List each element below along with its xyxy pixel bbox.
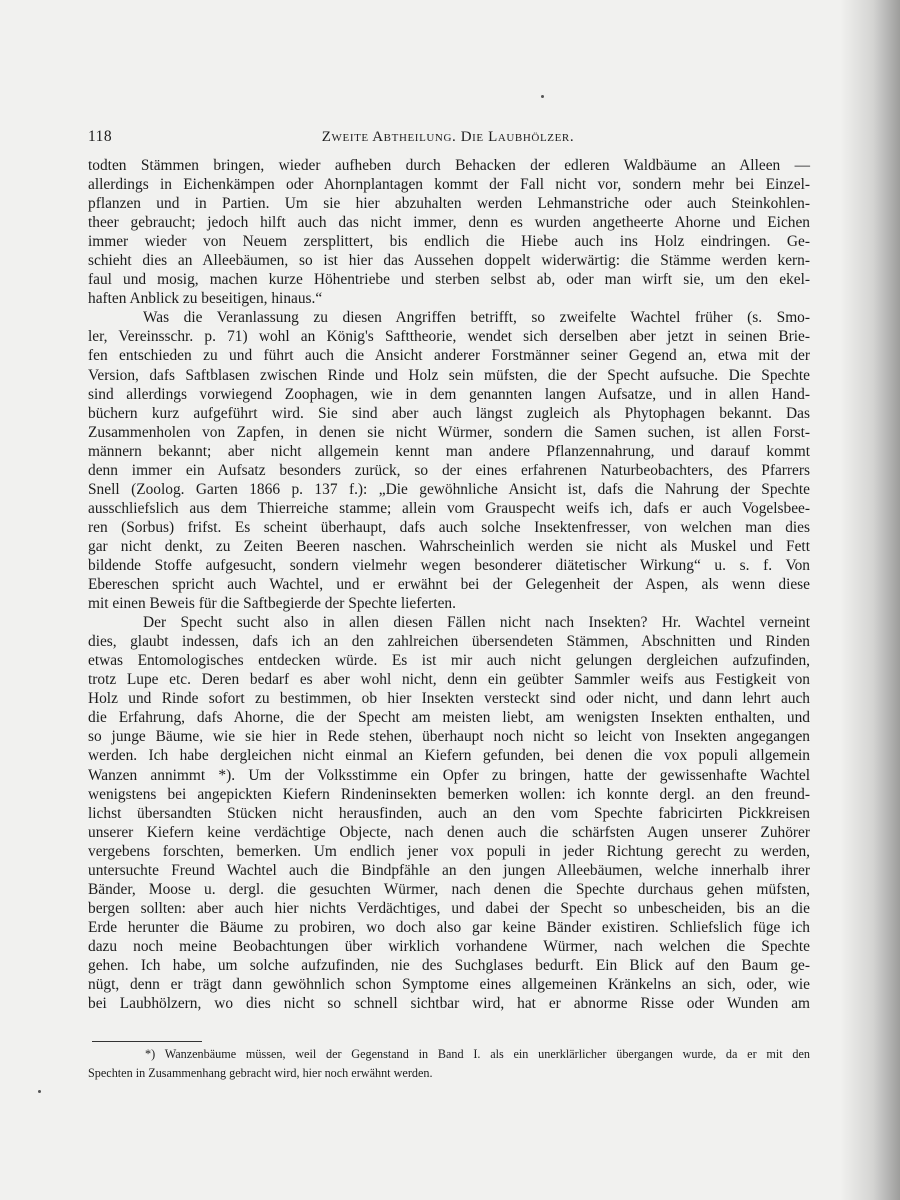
text-line: so junge Bäume, wie sie hier in Rede stehen, überhaupt noch nicht so leicht von Insekten angegangen [88,728,810,746]
scan-speck [541,95,544,98]
text-line: untersuchte Freund Wachtel auch die Bindpfähle an den jungen Alleebäumen, welche innerhalb ihrer [88,861,810,879]
text-line: dazu noch meine Beobachtungen über wirklich vorhandene Würmer, nach welchen die Spechte [88,937,810,955]
footnote [88,1045,810,1083]
text-line [88,1013,810,1032]
text-line: trotz Lupe etc. Deren bedarf es aber wohl nicht, denn ein geübter Sammler weifs aus Festigkeit von [88,671,810,689]
text-line: immer wieder von Neuem zersplittert, bis endlich die Hiebe auch ins Holz eindringen. Ge- [88,233,810,251]
text-line: fen entschieden zu und führt auch die Ansicht anderer Forstmänner seiner Gegend an, etwa mit der [88,347,810,365]
text-line: faul und mosig, machen kurze Höhentriebe und sterben selbst ab, oder man wirft sie, um den ekel- [88,271,810,289]
text-line: bergen sollten: aber auch hier nichts Verdächtiges, und dabei der Specht so unbescheiden, bis an die [88,899,810,917]
text-line: wenigstens bei angepickten Kiefern Rindeninsekten bemerken wollen: ich konnte dergl. an den freund- [88,785,810,803]
text-line: männern bekannt; aber nicht allgemein kennt man andere Pflanzennahrung, und darauf kommt [88,442,810,460]
text-line: Der Specht sucht also in allen diesen Fällen nicht nach Insekten? Hr. Wachtel verneint [143,614,810,632]
text-line: Version, dafs Saftblasen zwischen Rinde und Holz sein müfsten, die der Specht aufsuche. Die Spechte [88,366,810,384]
text-line: pflanzen und in Partien. Um sie hier abzuhalten werden Lehmanstriche oder auch Steinkohlen- [88,195,810,213]
text-line: etwas Entomologisches entdecken würde. Es ist mir auch nicht gelungen dergleichen aufzufinden, [88,652,810,670]
text-line: ausschliefslich aus dem Thierreiche stamme; allein vom Grauspecht weifs ich, dafs er auch Vogelsbee- [88,499,810,517]
text-line: todten Stämmen bringen, wieder aufheben durch Behacken der edleren Waldbäume an Alleen — [88,157,810,174]
text-line: denn immer ein Aufsatz besonders zurück, so der eines erfahrenen Naturbeobachters, des Pfarrers [88,461,810,479]
text-line: Snell (Zoolog. Garten 1866 p. 137 f.): „Die gewöhnliche Ansicht ist, dafs die Nahrung der Spechte [88,480,810,498]
text-line: Zusammenholen von Zapfen, in denen sie nicht Würmer, sondern die Samen suchen, ist allen Forst- [88,423,810,441]
body-text [88,156,810,1032]
text-line: ler, Vereinsschr. p. 71) wohl an König's Safttheorie, wendet sich derselben aber jetzt in seinen Brie- [88,328,810,346]
text-line: unserer Kiefern keine verdächtige Objecte, nach denen auch die schärfsten Augen unserer Zuhörer [88,823,810,841]
text-line: bildende Stoffe aufgesucht, sondern vielmehr wegen besonderer diätetischer Wirkung“ u. s. f. Von [88,556,810,574]
text-line: vergebens forschten, bemerken. Um endlich jener vox populi in jeder Richtung gerecht zu werden, [88,842,810,860]
text-line: theer gebraucht; jedoch hilft auch das nicht immer, denn es wurden angetheerte Ahorne und Eichen [88,214,810,232]
footnote-line: *) Wanzenbäume müssen, weil der Gegenstand in Band I. als ein unerklärlicher übergangen wurde, da er mit den [145,1047,810,1061]
text-line: büchern kurz aufgeführt wird. Sie sind aber auch längst zugleich als Phytophagen bekannt. Das [88,404,810,422]
text-line: lichst übersandten Stücken nicht herausfinden, auch an den vom Spechte fabricirten Pickkreisen [88,804,810,822]
text-line: Erde herunter die Bäume zu probiren, wo doch also gar keine Bänder existiren. Schliefslich füge ich [88,918,810,936]
text-line: gehen. Ich habe, um solche aufzufinden, nie des Suchglases bedurft. Ein Blick auf den Baum ge- [88,956,810,974]
page-header [88,128,808,150]
text-line: bei Laubhölzern, wo dies nicht so schnell sichtbar wird, hat er abnorme Risse oder Wunden am [88,995,810,1013]
text-line: ren (Sorbus) frifst. Es scheint überhaupt, dafs auch solche Insektenfresser, von welchen man dies [88,518,810,536]
text-line: sind allerdings vorwiegend Zoophagen, wie in dem genannten langen Aufsatze, und in allen Hand- [88,385,810,403]
footnote-rule [92,1041,202,1042]
text-line: die Erfahrung, dafs Ahorne, die der Specht am meisten liebt, am wenigsten Insekten enthalten, und [88,709,810,727]
text-line: schieht dies an Alleebäumen, so ist hier das Aussehen doppelt widerwärtig: die Stämme werden kern- [88,252,810,270]
text-line: werden. Ich habe dergleichen nicht einmal an Kiefern gefunden, bei denen die vox populi allgemein [88,747,810,765]
text-line: allerdings in Eichenkämpen oder Ahornplantagen kommt der Fall nicht vor, sondern mehr bei Einzel- [88,176,810,194]
text-line: nügt, denn er trägt dann gewöhnlich schon Symptome eines allgemeinen Kränkelns an sich, oder, wie [88,976,810,994]
page-edge-shadow [840,0,900,1200]
footnote-line: Spechten in Zusammenhang gebracht wird, hier noch erwähnt werden. [88,1066,433,1080]
page-number: 118 [88,128,113,145]
text-line: Ebereschen spricht auch Wachtel, und er erwähnt bei der Gelegenheit der Aspen, als wenn diese [88,576,810,594]
scan-speck [38,1090,41,1093]
running-head: Zweite Abtheilung. Die Laubhölzer. [321,129,575,145]
text-line: mit einen Beweis für die Saftbegierde der Spechte lieferten. [88,595,456,613]
text-line: Holz und Rinde sofort zu bestimmen, ob hier Insekten versteckt sind oder nicht, und dann lehrt auch [88,690,810,708]
text-line: Was die Veranlassung zu diesen Angriffen betrifft, so zweifelte Wachtel früher (s. Smo- [143,309,810,327]
text-line: Wanzen annimmt *). Um der Volksstimme ein Opfer zu bringen, hatte der gewissenhafte Wachtel [88,766,810,784]
text-line: haften Anblick zu beseitigen, hinaus.“ [88,290,323,308]
text-line: Bänder, Moose u. dergl. die gesuchten Würmer, nach denen die Spechte durchaus gehen müfsten, [88,880,810,898]
text-line: dies, glaubt indessen, dafs ich an den zahlreichen übersendeten Stämmen, Abschnitten und Rinden [88,633,810,651]
text-line: gar nicht denkt, zu Zeiten Beeren naschen. Wahrscheinlich werden sie nicht als Muskel und Fett [88,537,810,555]
